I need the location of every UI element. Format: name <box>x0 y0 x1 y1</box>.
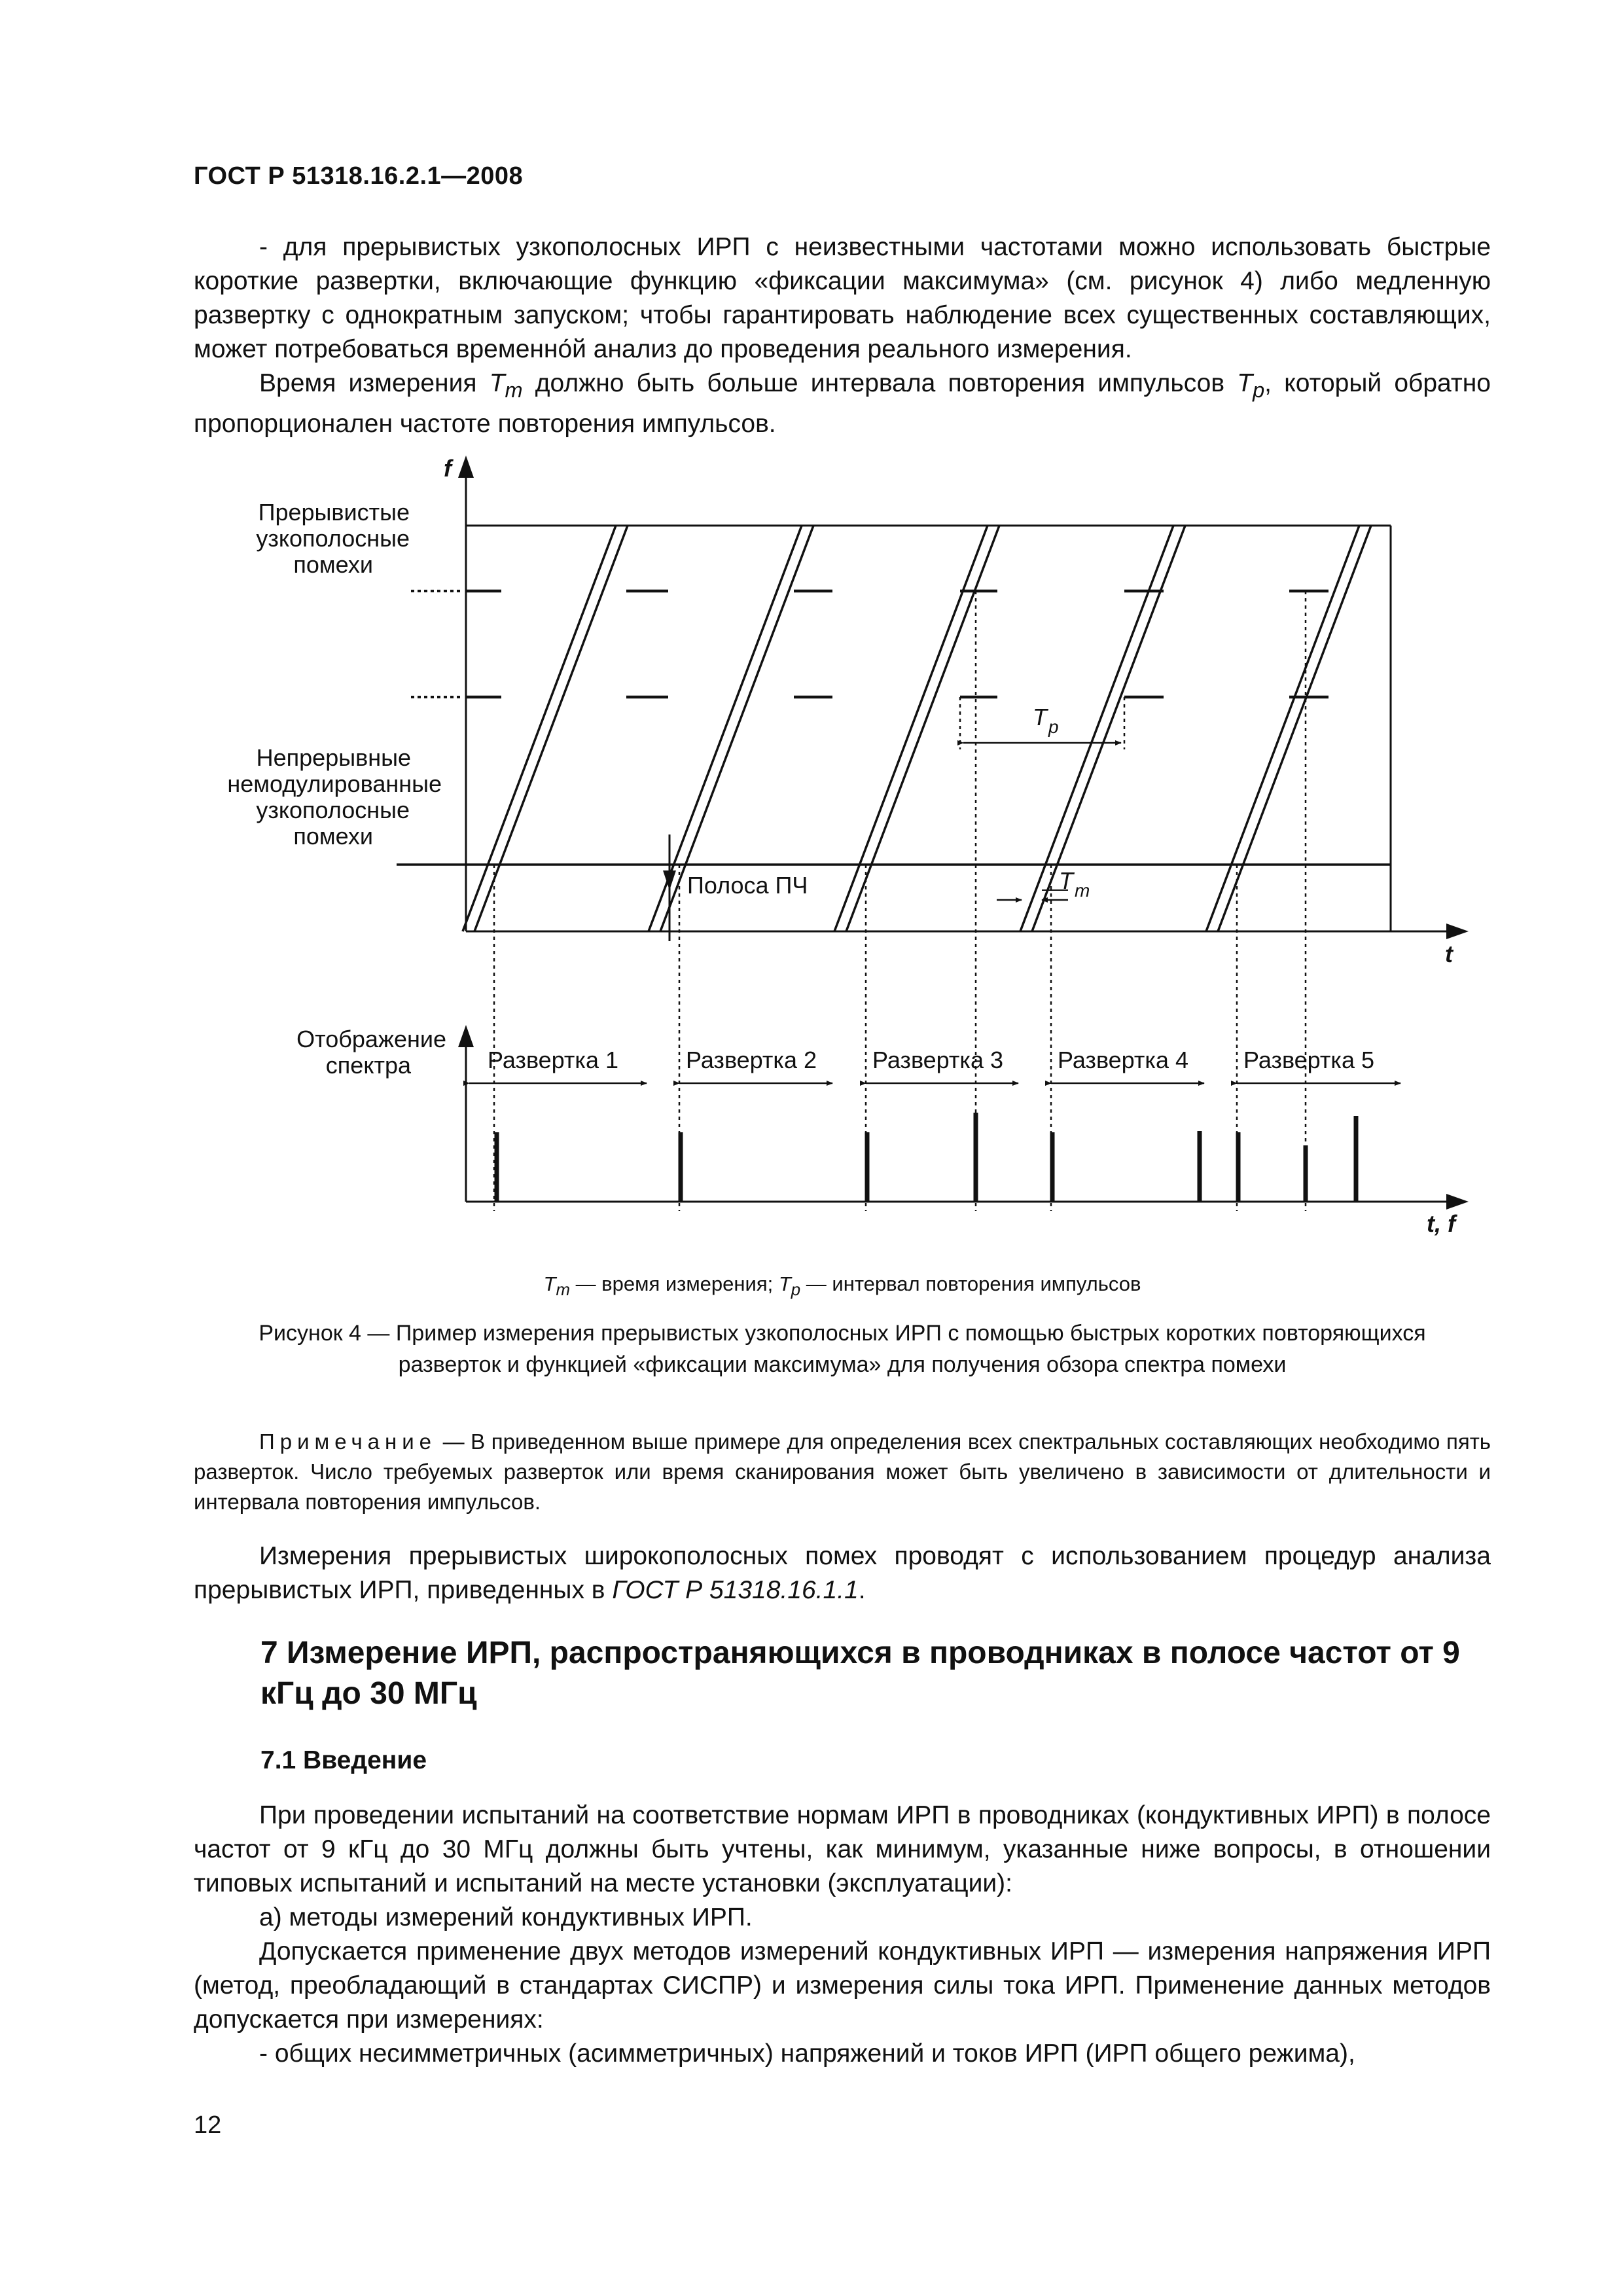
caption-line: Рисунок 4 — Пример измерения прерывистых узкополосных ИРП с помощью быстрых коротких повторяющихся <box>259 1321 1426 1346</box>
text-run: , который обратно пропорционален частоте повторения импульсов. <box>194 369 1491 438</box>
body-paragraph-2: а) методы измерений кондуктивных ИРП. <box>259 1903 753 1931</box>
label-if-band: Полоса ПЧ <box>687 872 808 899</box>
body-paragraph-1: При проведении испытаний на соответствие нормам ИРП в проводниках (кондуктивных ИРП) в полосе частот от 9 кГц до 30 МГц должны быть учтены, как минимум, указанные ниже вопросы, в отношении типовых испытаний и испытаний на месте установки (эксплуатации): <box>194 1801 1491 1897</box>
label-continuous-4: помехи <box>293 823 373 850</box>
label-display-1: Отображение <box>296 1026 446 1052</box>
standard-reference: ГОСТ Р 51318.16.1.1 <box>612 1576 859 1604</box>
figure-caption <box>194 1318 1491 1380</box>
symbol-tm-sub: m <box>505 378 523 402</box>
sweep-label-3: Развертка 3 <box>872 1047 1003 1073</box>
label-tm: T <box>1059 867 1073 894</box>
note-text: — В приведенном выше примере для определения всех спектральных составляющих необходимо пять разверток. Число требуемых разверток или время сканирования может быть увеличено в зависимости от длительности и интервала повторения импульсов. <box>194 1429 1491 1514</box>
caption-line: разверток и функцией «фиксации максимума» для получения обзора спектра помехи <box>398 1352 1287 1377</box>
section-7-1-title: 7.1 Введение <box>260 1746 427 1774</box>
body-paragraph-4: - общих несимметричных (асимметричных) напряжений и токов ИРП (ИРП общего режима), <box>259 2039 1355 2068</box>
text-run: должно быть больше интервала повторения импульсов <box>522 369 1238 397</box>
label-intermittent-3: помехи <box>293 551 373 578</box>
page-number: 12 <box>194 2111 222 2139</box>
text-run: Время измерения <box>259 369 490 397</box>
label-continuous-3: узкополосные <box>256 797 410 823</box>
text-run: — интервал повторения импульсов <box>800 1272 1141 1295</box>
body-paragraph-3: Допускается применение двух методов измерений кондуктивных ИРП — измерения напряжения ИРП (метод, преобладающий в стандартах СИСПР) и измерения силы тока ИРП. Применение данных методов допускается при измерениях: <box>194 1937 1491 2034</box>
document-code-header: ГОСТ Р 51318.16.2.1—2008 <box>194 162 524 190</box>
text-run: — время измерения; <box>569 1272 779 1295</box>
note-label: Примечание <box>259 1429 437 1454</box>
tf-axis-label: t, f <box>1427 1210 1455 1237</box>
intro-paragraph-2 <box>194 367 1491 441</box>
note-paragraph <box>194 1427 1491 1517</box>
text-run: . <box>858 1576 866 1604</box>
t-axis-label: t <box>1445 941 1453 967</box>
symbol-tp: T <box>1237 369 1253 397</box>
label-intermittent-1: Прерывистые <box>258 499 410 526</box>
label-continuous-1: Непрерывные <box>256 744 411 771</box>
label-tp-sub: p <box>1048 717 1059 737</box>
figure-legend <box>194 1272 1491 1300</box>
sweep-label-5: Развертка 5 <box>1243 1047 1374 1073</box>
symbol-tm: T <box>489 369 505 397</box>
symbol-tp-sub: p <box>791 1281 801 1300</box>
label-tp: T <box>1033 704 1047 730</box>
label-continuous-2: немодулированные <box>227 770 442 797</box>
symbol-tp-sub: p <box>1253 378 1265 402</box>
label-display-2: спектра <box>325 1052 411 1079</box>
f-axis-label: f <box>444 455 452 482</box>
sweep-label-1: Развертка 1 <box>488 1047 618 1073</box>
symbol-tm-sub: m <box>556 1281 570 1300</box>
symbol-tp: T <box>778 1272 791 1295</box>
intro-paragraph-1: - для прерывистых узкополосных ИРП с неизвестными частотами можно использовать быстрые короткие развертки, включающие функцию «фиксации максимума» (см. рисунок 4) либо медленную развертку с однократным запуском; чтобы гарантировать наблюдение всех существенных составляющих, может потребоваться временно́й анализ до проведения реального измерения. <box>194 233 1491 363</box>
broadband-paragraph <box>194 1539 1491 1607</box>
sweep-label-4: Развертка 4 <box>1058 1047 1188 1073</box>
sweep-label-2: Развертка 2 <box>686 1047 817 1073</box>
section-7-title: 7 Измерение ИРП, распространяющихся в проводниках в полосе частот от 9 кГц до 30 МГц <box>260 1636 1460 1711</box>
symbol-tm: T <box>543 1272 556 1295</box>
label-tm-sub: m <box>1075 880 1090 901</box>
text-run: Измерения прерывистых широкополосных помех проводят с использованием процедур анализа прерывистых ИРП, приведенных в <box>194 1542 1491 1604</box>
label-intermittent-2: узкополосные <box>256 525 410 552</box>
